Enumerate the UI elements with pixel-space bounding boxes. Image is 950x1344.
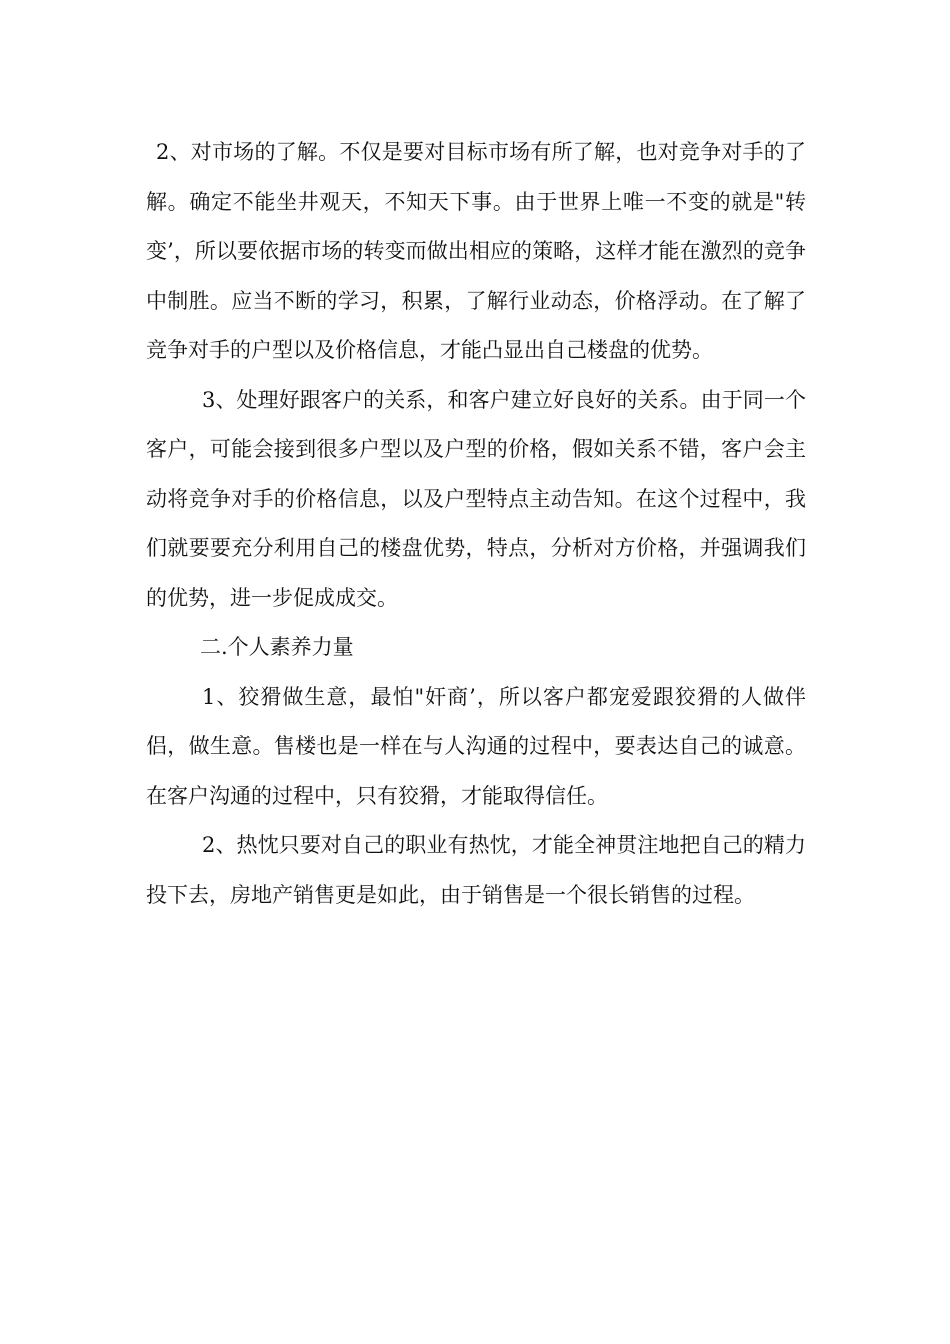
paragraph-cunning-business: 1、狡猾做生意，最怕"奸商’，所以客户都宠爱跟狡猾的人做伴侣，做生意。售楼也是一样在与人沟通的过程中，要表达自己的诚意。在客户沟通的过程中，只有狡猾，才能取得信任。 [146,684,806,808]
paragraph-market-understanding: 2、对市场的了解。不仅是要对目标市场有所了解，也对竞争对手的了解。确定不能坐井观天，不知天下事。由于世界上唯一不变的就是"转变’，所以要依据市场的转变而做出相应的策略，这样才能在激烈的竞争中制胜。应当不断的学习，积累，了解行业动态，价格浮动。在了解了竞争对手的户型以及价格信息，才能凸显出自己楼盘的优势。 [146,140,806,362]
section-heading-personal-quality: 二.个人素养力量 [200,635,354,659]
paragraph-customer-relations: 3、处理好跟客户的关系，和客户建立好良好的关系。由于同一个客户，可能会接到很多户型以及户型的价格，假如关系不错，客户会主动将竞争对手的价格信息，以及户型特点主动告知。在这个过程中，我们就要要充分利用自己的楼盘优势，特点，分析对方价格，并强调我们的优势，进一步促成成交。 [146,387,806,610]
paragraph-enthusiasm: 2、热忱只要对自己的职业有热忱，才能全神贯注地把自己的精力投下去，房地产销售更是如此，由于销售是一个很长销售的过程。 [146,833,806,907]
document-page [146,128,806,920]
